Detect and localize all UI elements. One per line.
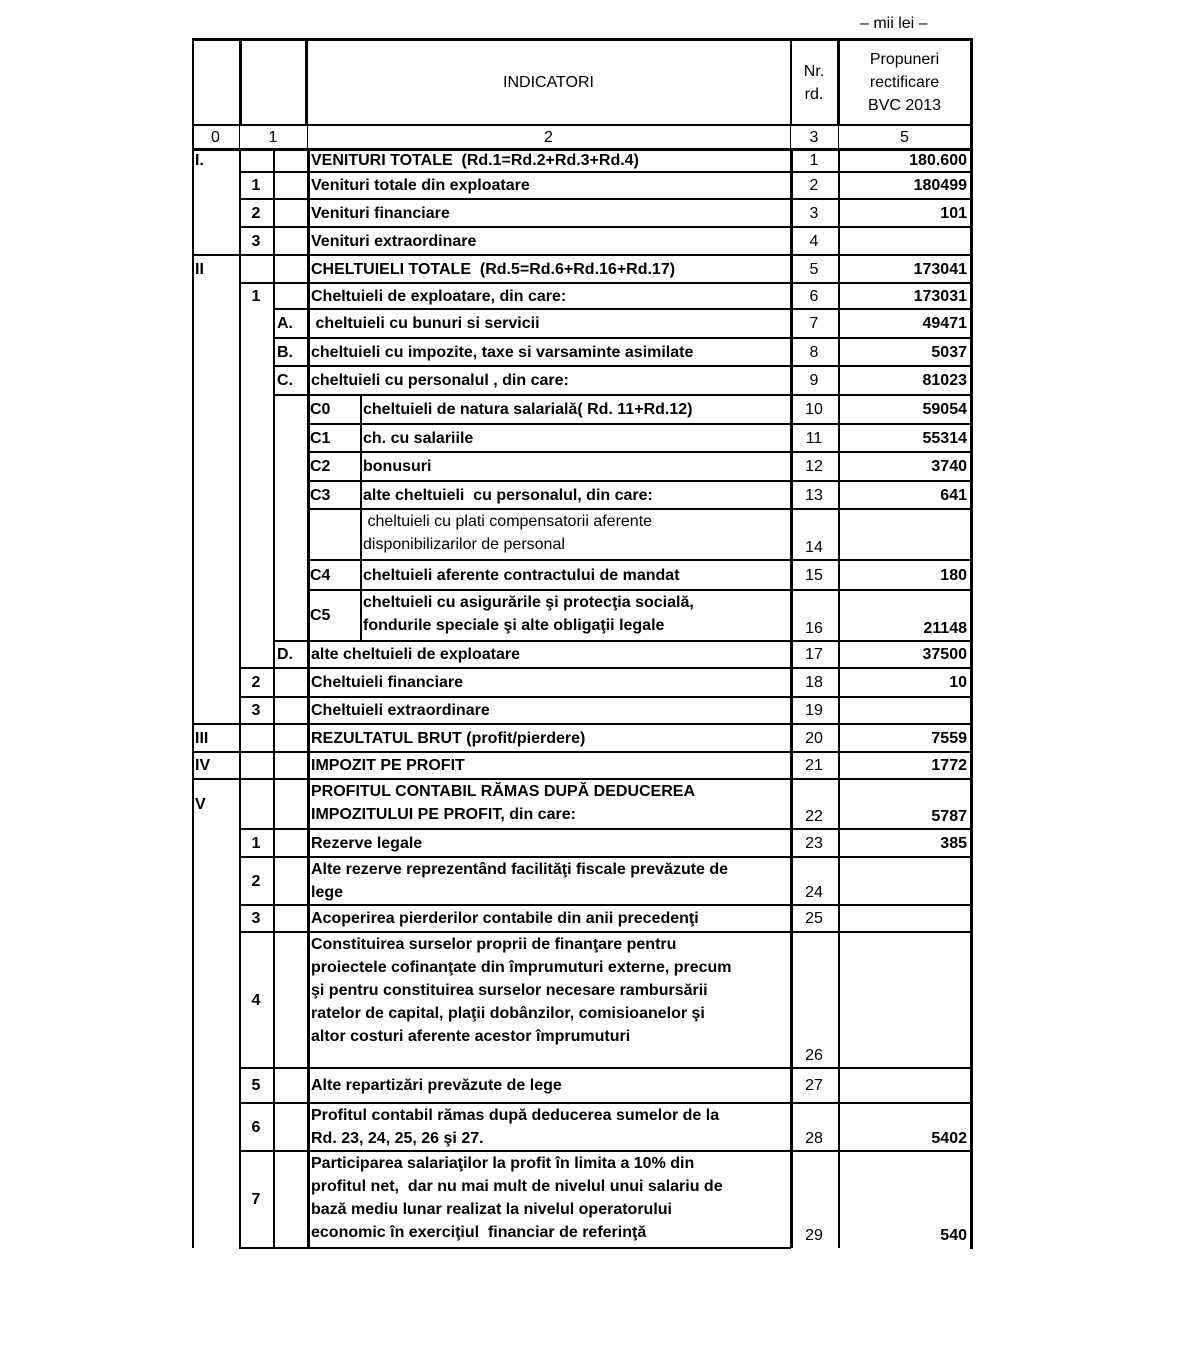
proposal-value: 180499 [913, 177, 967, 194]
cell-divider [273, 932, 275, 1068]
cell-divider [307, 1151, 310, 1248]
item-number: 1 [251, 287, 261, 305]
cell-divider [273, 857, 275, 905]
row-number: 21 [805, 757, 823, 774]
proposal-value: 5787 [931, 808, 967, 825]
cell-divider [273, 724, 275, 752]
cell-divider [273, 560, 275, 590]
cell-divider [273, 697, 275, 724]
subcategory-code: C3 [310, 486, 331, 504]
cell-divider [273, 309, 275, 338]
row-rule [307, 559, 971, 561]
indicator-label: alte cheltuieli de exploatare [311, 646, 520, 663]
indicator-label: Constituirea surselor proprii de finanţare pentru proiectele cofinanţate din împrumuturi externe, precum şi pentru constituirea surselor necesare rambursării ratelor de capital, plaţii dobânzilor, comisioanelor şi altor costuri aferente acestor împrumuturi [311, 936, 732, 1045]
section-number: V [195, 795, 206, 813]
indicator-label: cheltuieli aferente contractului de mandat [363, 566, 680, 584]
cell-divider [273, 1151, 275, 1248]
row-rule [239, 696, 971, 698]
cell-divider [307, 255, 310, 283]
proposal-value: 101 [940, 204, 967, 222]
table-border-top [192, 38, 973, 41]
proposal-value: 180.600 [909, 152, 967, 169]
row-number: 28 [805, 1130, 823, 1147]
cell-divider [239, 309, 241, 338]
subitem-letter: B. [277, 343, 293, 361]
indicator-label: cheltuieli cu impozite, taxe si varsaminte asimilate [311, 343, 694, 361]
cell-divider [307, 1103, 310, 1151]
cell-divider [307, 668, 310, 697]
indicator-label: PROFITUL CONTABIL RĂMAS DUPĂ DEDUCEREA IMPOZITULUI PE PROFIT, din care: [311, 783, 696, 823]
subcategory-code: C4 [310, 566, 331, 584]
cell-divider [838, 1068, 840, 1103]
indicator-label: cheltuieli cu asigurările şi protecţia socială, fondurile speciale şi alte obligaţii legale [363, 594, 694, 634]
row-number: 29 [805, 1227, 823, 1244]
row-rule [239, 171, 971, 173]
row-number-header: Nr. rd. [803, 62, 825, 103]
cell-divider [239, 724, 241, 752]
cell-divider [307, 905, 310, 932]
proposal-value: 7559 [931, 729, 967, 747]
indicator-label: bonusuri [363, 458, 432, 475]
item-number: 2 [251, 674, 261, 691]
subitem-letter: A. [277, 315, 293, 332]
table-bottom-rule [239, 1247, 791, 1249]
proposal-value: 641 [940, 486, 967, 504]
proposal-value: 81023 [922, 372, 967, 389]
header-divider [239, 40, 242, 125]
subcategory-code: C2 [310, 458, 331, 475]
cell-divider [360, 395, 362, 424]
row-rule [239, 667, 971, 669]
row-rule [273, 308, 971, 310]
row-number: 13 [805, 486, 823, 504]
row-rule [273, 394, 971, 396]
row-rule [239, 198, 971, 200]
cell-divider [273, 641, 275, 668]
column-number: 3 [809, 128, 819, 146]
cell-divider [307, 283, 310, 309]
row-number: 11 [805, 429, 823, 447]
row-rule [273, 337, 971, 339]
cell-divider [273, 283, 275, 309]
cell-divider [273, 255, 275, 283]
subcategory-code: C5 [310, 607, 331, 624]
cell-divider [307, 199, 310, 227]
cell-divider [273, 1068, 275, 1103]
row-rule [273, 365, 971, 367]
cell-divider [239, 590, 241, 641]
proposal-value: 21148 [923, 620, 967, 637]
cell-divider [307, 857, 310, 905]
item-number: 6 [251, 1118, 261, 1136]
indicators-header: INDICATORI [503, 74, 594, 91]
cell-divider [273, 752, 275, 779]
cell-divider [360, 424, 362, 452]
item-number: 5 [251, 1077, 261, 1094]
units-label: – mii lei – [860, 15, 928, 32]
row-number: 22 [805, 808, 823, 825]
row-rule [239, 226, 971, 228]
indicator-label: ch. cu salariile [363, 429, 474, 447]
row-number: 17 [805, 646, 823, 663]
indicator-label: Alte repartizări prevăzute de lege [311, 1077, 562, 1094]
column-number: 0 [211, 128, 220, 146]
proposal-value: 173031 [913, 287, 967, 305]
cell-divider [273, 509, 275, 560]
row-rule [239, 1067, 971, 1069]
proposal-header: Propuneri rectificare BVC 2013 [868, 51, 941, 114]
item-number: 3 [251, 910, 261, 927]
row-number: 4 [809, 232, 819, 250]
subitem-letter: C. [277, 372, 293, 389]
cell-divider [307, 338, 310, 366]
indicator-label: Cheltuieli extraordinare [311, 702, 490, 719]
indicator-label: Participarea salariaţilor la profit în limita a 10% din profitul net, dar nu mai mult de nivelul unui salariu de bază mediu lunar realizat la nivelul operatorului economic în exerciţiul financiar de referinţă [311, 1155, 723, 1241]
row-number: 27 [805, 1077, 823, 1094]
cell-divider [838, 697, 840, 724]
row-number: 6 [809, 287, 819, 305]
cell-divider [239, 338, 241, 366]
item-number: 3 [251, 702, 261, 719]
row-number: 2 [809, 177, 819, 194]
cell-divider [273, 424, 275, 452]
cell-divider [239, 641, 241, 668]
row-number: 8 [809, 343, 819, 361]
proposal-value: 3740 [931, 458, 967, 475]
proposal-value: 173041 [913, 260, 967, 278]
cell-divider [307, 697, 310, 724]
indicator-label: IMPOZIT PE PROFIT [311, 757, 465, 774]
cell-divider [239, 560, 241, 590]
indicator-label: cheltuieli de natura salarială( Rd. 11+Rd.12) [363, 401, 693, 418]
indicator-label: Rezerve legale [311, 834, 423, 852]
cell-divider [273, 829, 275, 857]
row-number: 23 [805, 834, 823, 852]
row-number: 5 [809, 260, 819, 278]
cell-divider [360, 560, 362, 590]
cell-divider [273, 338, 275, 366]
cell-divider [273, 590, 275, 641]
subcategory-code: C1 [310, 429, 331, 447]
cell-divider [273, 227, 275, 255]
item-number: 1 [251, 834, 261, 852]
cell-divider [273, 779, 275, 829]
cell-divider [273, 668, 275, 697]
row-rule [273, 640, 971, 642]
row-number: 14 [805, 539, 823, 556]
cell-divider [239, 149, 241, 172]
cell-divider [307, 227, 310, 255]
proposal-value: 5402 [931, 1130, 967, 1147]
item-number: 4 [251, 991, 261, 1009]
cell-divider [239, 366, 241, 395]
cell-divider [307, 172, 310, 199]
cell-divider [838, 509, 840, 560]
subitem-letter: D. [277, 646, 293, 663]
cell-divider [273, 149, 275, 172]
cell-divider [273, 199, 275, 227]
row-number: 10 [805, 401, 823, 418]
cell-divider [838, 857, 840, 905]
cell-divider [307, 149, 310, 172]
cell-divider [239, 452, 241, 481]
section-number: II [195, 260, 204, 278]
cell-divider [239, 424, 241, 452]
cell-divider [239, 752, 241, 779]
item-number: 2 [251, 872, 261, 890]
cell-divider [273, 395, 275, 424]
indicator-label: VENITURI TOTALE (Rd.1=Rd.2+Rd.3+Rd.4) [311, 152, 639, 169]
item-number: 2 [251, 204, 261, 222]
cell-divider [273, 905, 275, 932]
indicator-label: alte cheltuieli cu personalul, din care: [363, 486, 653, 504]
indicator-label: Venituri financiare [311, 204, 450, 222]
proposal-value: 37500 [922, 646, 967, 663]
row-number: 26 [805, 1047, 823, 1064]
cell-divider [307, 779, 310, 829]
cell-divider [307, 829, 310, 857]
column-number: 1 [268, 128, 278, 146]
row-number: 19 [805, 702, 823, 719]
proposal-value: 180 [940, 566, 967, 584]
indicator-label: Acoperirea pierderilor contabile din anii precedenţi [311, 910, 699, 927]
cell-divider [273, 366, 275, 395]
item-number: 1 [251, 177, 261, 194]
indicator-label: Cheltuieli financiare [311, 674, 464, 691]
indicator-label: CHELTUIELI TOTALE (Rd.5=Rd.6+Rd.16+Rd.17) [311, 260, 676, 278]
cell-divider [239, 395, 241, 424]
proposal-value: 1772 [931, 757, 967, 774]
proposal-value: 5037 [931, 343, 967, 361]
row-rule [239, 904, 971, 906]
cell-divider [239, 481, 241, 509]
proposal-value: 49471 [922, 315, 967, 332]
indicator-label: Cheltuieli de exploatare, din care: [311, 287, 567, 305]
cell-divider [307, 932, 310, 1068]
cell-divider [838, 932, 840, 1068]
row-number: 3 [809, 204, 819, 222]
cell-divider [307, 366, 310, 395]
indicator-label: Profitul contabil rămas după deducerea sumelor de la Rd. 23, 24, 25, 26 şi 27. [311, 1107, 720, 1147]
row-rule [307, 480, 971, 482]
proposal-value: 59054 [922, 401, 967, 418]
cell-divider [307, 752, 310, 779]
cell-divider [307, 1068, 310, 1103]
section-number: III [195, 729, 209, 747]
cell-divider [273, 481, 275, 509]
cell-divider [273, 452, 275, 481]
row-number: 9 [809, 372, 819, 389]
indicator-label: Venituri totale din exploatare [311, 177, 530, 194]
cell-divider [239, 779, 241, 829]
proposal-value: 540 [940, 1227, 967, 1244]
row-rule [239, 828, 971, 830]
row-number: 25 [805, 910, 823, 927]
column-number: 5 [900, 128, 909, 146]
indicator-label: cheltuieli cu personalul , din care: [311, 372, 569, 389]
cell-divider [360, 452, 362, 481]
row-number: 16 [805, 620, 823, 637]
row-number: 24 [805, 884, 823, 901]
indicator-label: cheltuieli cu plati compensatorii aferente disponibilizarilor de personal [363, 513, 653, 553]
indicator-label: cheltuieli cu bunuri si servicii [311, 315, 540, 332]
row-number: 18 [805, 674, 823, 691]
cell-divider [838, 905, 840, 932]
cell-divider [360, 590, 362, 641]
row-number: 20 [805, 729, 823, 747]
row-rule [307, 451, 971, 453]
proposal-value: 55314 [922, 429, 967, 447]
subcategory-code: C0 [310, 401, 331, 418]
proposal-value: 10 [949, 674, 967, 691]
cell-divider [307, 641, 310, 668]
column-number: 2 [544, 128, 553, 146]
cell-divider [307, 509, 310, 560]
row-number: 12 [805, 458, 823, 475]
cell-divider [360, 509, 362, 560]
indicator-label: Venituri extraordinare [311, 232, 477, 250]
proposal-value: 385 [940, 834, 967, 852]
row-rule [307, 423, 971, 425]
cell-divider [273, 172, 275, 199]
indicator-label: Alte rezerve reprezentând facilităţi fiscale prevăzute de lege [311, 861, 729, 901]
row-number: 7 [809, 315, 819, 332]
cell-divider [239, 255, 241, 283]
row-number: 15 [805, 566, 823, 584]
section-number: IV [195, 757, 211, 774]
cell-divider [239, 509, 241, 560]
table-border-left [192, 38, 194, 1248]
cell-divider [307, 724, 310, 752]
item-number: 7 [251, 1191, 261, 1208]
section-number: I. [195, 152, 204, 169]
indicator-label: REZULTATUL BRUT (profit/pierdere) [311, 729, 586, 747]
item-number: 3 [251, 232, 261, 250]
row-number: 1 [809, 152, 819, 169]
cell-divider [307, 309, 310, 338]
cell-divider [360, 481, 362, 509]
cell-divider [273, 1103, 275, 1151]
cell-divider [838, 227, 840, 255]
